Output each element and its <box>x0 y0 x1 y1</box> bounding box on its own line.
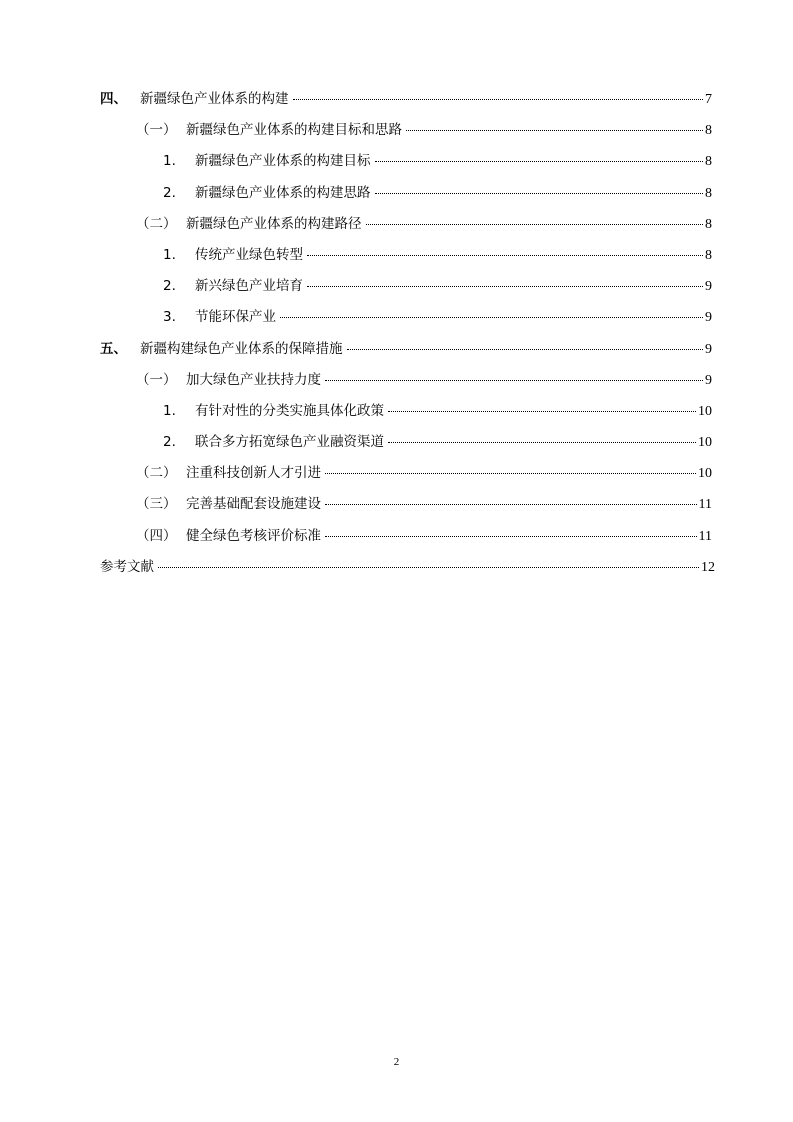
toc-entry-title: 健全绿色考核评价标准 <box>186 527 321 544</box>
toc-entry-item-4-2-3[interactable] <box>0 302 793 333</box>
toc-entry-item-5-1-1[interactable] <box>0 396 793 427</box>
toc-entry-item-4-1-1[interactable] <box>0 146 793 177</box>
toc-entry-title: 有针对性的分类实施具体化政策 <box>195 402 384 419</box>
toc-entry-title: 新疆绿色产业体系的构建路径 <box>186 215 362 232</box>
page-number: 2 <box>393 1056 400 1068</box>
toc-entry-references[interactable] <box>0 552 793 583</box>
toc-entry-page: 9 <box>705 310 712 326</box>
toc-entry-section-4-2[interactable] <box>0 209 793 240</box>
toc-entry-chapter-4[interactable] <box>0 84 793 115</box>
dot-leader <box>325 535 697 537</box>
dot-leader <box>406 129 703 131</box>
toc-entry-item-4-1-2[interactable] <box>0 178 793 209</box>
toc-entry-page: 8 <box>705 247 712 263</box>
toc-entry-page: 9 <box>705 279 712 295</box>
toc-entry-page: 9 <box>705 341 712 357</box>
toc-entry-number: （一） <box>136 371 177 388</box>
toc-entry-number: （四） <box>136 527 177 544</box>
toc-entry-page: 8 <box>705 216 712 232</box>
dot-leader <box>325 472 696 474</box>
toc-entry-title: 新疆绿色产业体系的构建 <box>140 91 289 107</box>
toc-entry-number: （三） <box>136 496 177 513</box>
toc-entry-title: 加大绿色产业扶持力度 <box>186 371 321 388</box>
dot-leader <box>293 98 704 100</box>
toc-entry-page: 10 <box>698 403 712 419</box>
toc-entry-number: 1. <box>163 402 176 419</box>
toc-entry-page: 7 <box>705 92 712 107</box>
toc-entry-item-5-1-2[interactable] <box>0 427 793 458</box>
toc-entry-page: 11 <box>698 528 712 544</box>
toc-entry-title: 节能环保产业 <box>195 309 276 326</box>
toc-entry-title: 注重科技创新人才引进 <box>186 465 321 482</box>
toc-entry-title: 新疆绿色产业体系的构建目标 <box>195 153 371 170</box>
toc-entry-number: 1. <box>163 153 176 170</box>
toc-entry-item-4-2-1[interactable] <box>0 240 793 271</box>
toc-entry-title: 新疆绿色产业体系的构建目标和思路 <box>186 122 402 139</box>
dot-leader <box>375 192 704 194</box>
toc-entry-section-5-4[interactable] <box>0 521 793 552</box>
toc-entry-title: 参考文献 <box>100 558 154 575</box>
toc-entry-number: 2. <box>163 184 176 201</box>
toc-entry-number: （二） <box>136 215 177 232</box>
toc-entry-page: 11 <box>698 497 712 513</box>
toc-entry-page: 8 <box>705 154 712 170</box>
toc-entry-number: 2. <box>163 434 176 451</box>
toc-entry-chapter-5[interactable] <box>0 334 793 365</box>
toc-entry-page: 9 <box>705 372 712 388</box>
toc-entry-title: 联合多方拓宽绿色产业融资渠道 <box>195 434 384 451</box>
table-of-contents <box>0 84 793 583</box>
toc-entry-section-5-1[interactable] <box>0 365 793 396</box>
toc-entry-page: 10 <box>698 466 712 482</box>
toc-entry-title: 新疆构建绿色产业体系的保障措施 <box>140 340 343 357</box>
toc-entry-number: 2. <box>163 278 176 295</box>
toc-entry-number: 1. <box>163 246 176 263</box>
toc-entry-number: 3. <box>163 309 176 326</box>
dot-leader <box>388 441 696 443</box>
toc-entry-number: （二） <box>136 465 177 482</box>
toc-entry-title: 完善基础配套设施建设 <box>186 496 321 513</box>
dot-leader <box>307 285 703 287</box>
toc-entry-number: （一） <box>136 122 177 139</box>
dot-leader <box>307 254 703 256</box>
dot-leader <box>375 160 704 162</box>
dot-leader <box>325 379 703 381</box>
dot-leader <box>366 223 704 225</box>
toc-entry-section-5-3[interactable] <box>0 489 793 520</box>
toc-entry-title: 新疆绿色产业体系的构建思路 <box>195 184 371 201</box>
toc-entry-title: 传统产业绿色转型 <box>195 246 303 263</box>
toc-entry-page: 10 <box>698 435 712 451</box>
dot-leader <box>388 410 696 412</box>
dot-leader <box>280 316 703 318</box>
dot-leader <box>158 566 699 568</box>
dot-leader <box>325 503 697 505</box>
toc-entry-page: 8 <box>705 123 712 139</box>
toc-entry-number: 四、 <box>100 91 127 107</box>
toc-entry-section-5-2[interactable] <box>0 458 793 489</box>
toc-entry-title: 新兴绿色产业培育 <box>195 278 303 295</box>
toc-entry-number: 五、 <box>100 340 127 357</box>
toc-entry-section-4-1[interactable] <box>0 115 793 146</box>
toc-entry-page: 12 <box>701 559 715 575</box>
dot-leader <box>347 348 704 350</box>
toc-entry-item-4-2-2[interactable] <box>0 271 793 302</box>
toc-entry-page: 8 <box>705 185 712 201</box>
